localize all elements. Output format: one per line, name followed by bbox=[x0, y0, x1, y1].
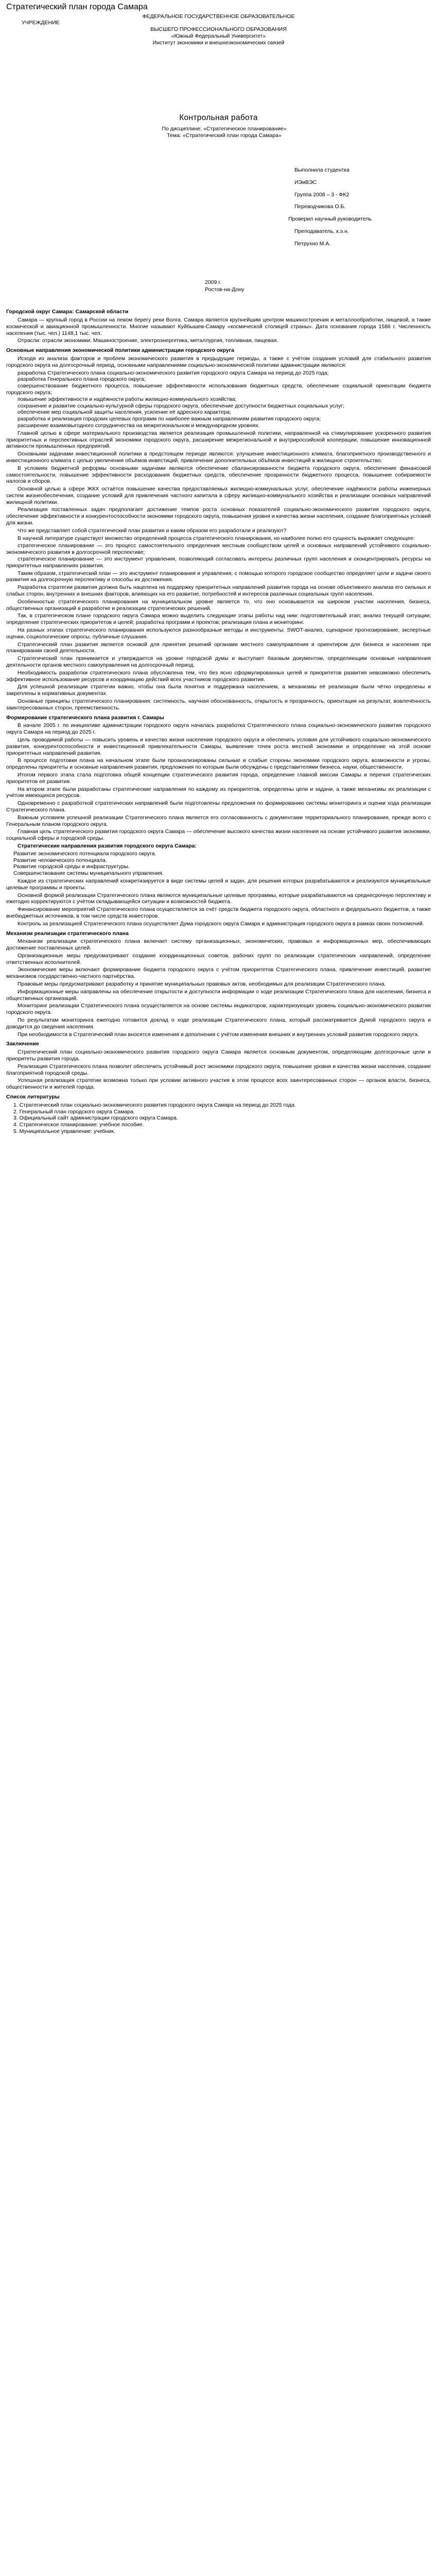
section-title-6: Список литературы bbox=[6, 1094, 60, 1100]
list-item: 4. Стратегическое планирование: учебное пособие. bbox=[13, 1122, 144, 1128]
paragraph: В начале 2005 г. по инициативе администрации городского округа началась разработка Стратегического плана социально-экономического развития городского округа Самара на период до 2025 г. bbox=[6, 722, 431, 736]
discipline-line: По дисциплине: «Стратегическое планирование» bbox=[162, 126, 287, 132]
section-title-4: Механизм реализации стратегического плана bbox=[6, 930, 129, 937]
city-line: Ростов-на-Дону bbox=[205, 286, 245, 293]
paragraph: Правовые меры предусматривают разработку и принятие муниципальных правовых актов, необходимых для реализации Стратегического плана. bbox=[18, 981, 386, 988]
org-line-2: УЧРЕЖДЕНИЕ bbox=[22, 20, 60, 26]
org-line-5: Институт экономики и внешнеэкономических связей bbox=[152, 39, 285, 46]
list-item: 2. Генеральный план городского округа Самара. bbox=[13, 1108, 135, 1115]
paragraph: Разработка стратегии развития должна быть нацелена на поддержку приоритетных направлений развития города на основе объективного анализа его сильных и слабых сторон, внутренних и внешних факторов, влияющих на его развитие, потребностей и интересов различных социальных групп населения. bbox=[6, 584, 431, 598]
list-item: разработка Стратегического плана социально-экономического развития городского округа Самара на период до 2025 года; bbox=[18, 369, 329, 376]
list-item: 1. Стратегический план социально-экономического развития городского округа Самара на период до 2025 года. bbox=[13, 1101, 296, 1108]
policy-list bbox=[6, 370, 431, 429]
author-line-2: ИЭиВЭС bbox=[294, 179, 317, 185]
paragraph: Для успешной реализации стратегии важно, чтобы она была понятна и поддержана населением, а механизмы её реализации были чётко определены и закреплены в нормативных документах. bbox=[6, 684, 431, 697]
paragraph: Организационные меры предусматривают создание координационных советов, рабочих групп по реализации стратегических направлений, определение ответственных исполнителей. bbox=[6, 952, 431, 965]
paragraph: В научной литературе существует множество определений процесса стратегического планирования, но наиболее полно его сущность выражает следующее: bbox=[18, 535, 415, 541]
org-line-3: ВЫСШЕГО ПРОФЕССИОНАЛЬНОГО ОБРАЗОВАНИЯ bbox=[150, 26, 287, 33]
paragraph: Экономические меры включают формирование бюджета городского округа с учётом приоритетов Стратегического плана, привлечение инвестиций, развитие механизмов государственно-частного партнёрства. bbox=[6, 967, 431, 980]
paragraph: Так, в стратегическом плане городского округа Самара можно выделить следующие этапы работы над ним: подготовительный этап; анализ текущей ситуации; определение стратегических приоритетов и целей; разработка программ и проектов; реализация плана и мониторинг. bbox=[6, 613, 431, 626]
section-title-2: Основные направления экономической политики администрации городского округа bbox=[6, 347, 234, 354]
list-item: Развитие человеческого потенциала. bbox=[13, 857, 107, 863]
paragraph: Итогом первого этапа стала подготовка общей концепции стратегического развития города, определение главной миссии Самары и перечня стратегических приоритетов её развития. bbox=[6, 771, 431, 785]
paragraph: Отрасли: отрасли экономики: Машиностроение, электроэнергетика, металлургия, топливная, пищевая. bbox=[18, 337, 278, 344]
paragraph: Стратегический план социально-экономического развития городского округа Самара является основным документом, определяющим долгосрочные цели и приоритеты развития города. bbox=[6, 1049, 431, 1062]
author-line-5: Проверил научный руководитель bbox=[288, 216, 372, 223]
author-line-1: Выполнила студентка bbox=[294, 167, 350, 173]
paragraph: Особенностью стратегического планирования на муниципальном уровне является то, что оно основывается на широком участии населения, бизнеса, общественных организаций в разработке и реализации стратегических решений. bbox=[6, 598, 431, 612]
list-item: повышение эффективности и надёжности работы жилищно-коммунального хозяйства; bbox=[18, 396, 237, 402]
author-line-3: Группа 2008 – 3 - ФК2 bbox=[294, 191, 350, 198]
author-line-6: Преподаватель, к.э.н. bbox=[294, 228, 349, 234]
org-line-4: «Южный Федеральный Университет» bbox=[171, 32, 266, 39]
paragraph: Успешная реализация стратегии возможна только при условии активного участия в этом процессе всех заинтересованных сторон — органов власти, бизнеса, общественности и жителей города. bbox=[6, 1077, 431, 1091]
list-item: обеспечение мер социальной защиты населения, усиление её адресного характера; bbox=[18, 409, 232, 416]
paragraph: Информационные меры направлены на обеспечение открытости и доступности информации о ходе реализации Стратегического плана для населения, бизнеса и общественных организаций. bbox=[6, 988, 431, 1002]
paragraph: Финансирование мероприятий Стратегического плана осуществляется за счёт средств бюджета городского округа, областного и федерального бюджетов, а также внебюджетных источников, в том числе средств инвесторов. bbox=[6, 906, 431, 919]
list-item: Совершенствование системы муниципального управления. bbox=[13, 870, 164, 877]
paragraph: На втором этапе были разработаны стратегические направления по каждому из приоритетов, определены цели и задачи, а также механизмы их реализации с учётом имеющихся ресурсов. bbox=[6, 786, 431, 799]
paragraph: По результатам мониторинга ежегодно готовится доклад о ходе реализации Стратегического плана, который рассматривается Думой городского округа и доводится до сведения населения. bbox=[6, 1017, 431, 1030]
paragraph: Самара — крупный город в России на левом берегу реки Волга. Самара является крупнейшим центром машиностроения и металлообработки, пищевой, а также космической и авиационной промышленности. Многие называют Куйбышев-Самару «космической столицей страны». Дата основания города 1586 г. Численность населения (тыс. чел.) 1148,1 тыс. чел. bbox=[6, 316, 431, 336]
list-item: Развитие экономического потенциала городского округа. bbox=[13, 850, 156, 857]
paragraph: Исходя из анализа факторов и проблем экономического развития в предыдущие периоды, а также с учётом создания условий для стабильного развития городского округа на долгосрочный период, основными направлениями социально-экономической политики администрации являются: bbox=[6, 355, 431, 368]
section-title-5: Заключение bbox=[6, 1041, 39, 1047]
list-item: стратегическое планирование — это процесс самостоятельного определения местным сообществом целей и основных направлений устойчивого социально-экономического развития в долгосрочной перспективе; bbox=[6, 543, 431, 556]
org-block bbox=[6, 13, 431, 46]
paragraph: Основными задачами инвестиционной политики в предстоящем периоде являются: улучшение инвестиционного климата, благоприятного производственного и инвестиционного климата с целью увеличения объёмов инвестиций, привлечение дополнительных объёмов инвестиций в жилищное строительство. bbox=[6, 451, 431, 464]
list-item: разработка и реализация городских целевых программ по наиболее важным направлениям развития городского округа; bbox=[18, 416, 321, 422]
paragraph: Таким образом, стратегический план — это инструмент планирования и управления, с помощью которого городское сообщество определяет цели и задачи своего развития на долгосрочную перспективу и способы их достижения. bbox=[6, 570, 431, 583]
org-line-1: ФЕДЕРАЛЬНОЕ ГОСУДАРСТВЕННОЕ ОБРАЗОВАТЕЛЬНОЕ bbox=[142, 13, 295, 20]
paragraph: Механизм реализации стратегического плана включает систему организационных, экономических, правовых и информационных мер, обеспечивающих достижение поставленных целей. bbox=[6, 938, 431, 952]
list-item: стратегическое планирование — это инструмент управления, позволяющий согласовать интересы различных групп населения и сконцентрировать ресурсы на приоритетных направлениях развития. bbox=[6, 556, 431, 569]
bibliography-list bbox=[6, 1102, 431, 1135]
paragraph: Основные принципы стратегического планирования: системность, научная обоснованность, открытость и прозрачность, ориентация на результат, вовлечённость заинтересованных сторон, преемственность. bbox=[6, 698, 431, 711]
author-block bbox=[6, 167, 431, 247]
paragraph: Главной целью в сфере материального производства является реализация промышленной политики, направленной на стимулирование ускоренного развития приоритетных и перспективных отраслей экономики городского округа, расширение межрегиональной и внутрироссийской кооперации, повышение инновационной активности промышленных предприятий. bbox=[6, 430, 431, 450]
definition-list bbox=[6, 543, 431, 569]
author-line-7: Петрухно М.А. bbox=[294, 240, 331, 247]
paragraph: Контроль за реализацией Стратегического плана осуществляет Дума городского округа Самара и администрация городского округа в рамках своих полномочий. bbox=[18, 920, 424, 927]
author-line-4: Переводчикова О.Б. bbox=[294, 204, 346, 210]
work-title: Контрольная работа bbox=[179, 113, 258, 122]
paragraph: Основной целью в сфере ЖКХ остаётся повышение качества предоставляемых жилищно-коммунальных услуг, обеспечение надёжности работы инженерных систем жизнеобеспечения, создание условий для привлечения частного капитала в сферу жилищно-коммунального хозяйства и реализации основных направлений жилищной политики. bbox=[6, 486, 431, 505]
list-item: расширение взаимовыгодного сотрудничества на межрегиональном и международном уровнях. bbox=[18, 422, 260, 429]
section-title-3: Формирование стратегического плана развития г. Самары bbox=[6, 714, 164, 721]
paragraph: Реализация Стратегического плана позволит обеспечить устойчивый рост экономики городского округа, повышение уровня и качества жизни населения, создание благоприятной городской среды. bbox=[6, 1063, 431, 1076]
list-item: разработка Генерального плана городского округа; bbox=[18, 376, 146, 383]
paragraph: Что же представляет собой стратегический план развития и каким образом его разработали и реализуют? bbox=[18, 527, 287, 534]
paragraph: Цель проводимой работы — повысить уровень и качество жизни населения городского округа и обеспечить условия для устойчивого социально-экономического развития, конкурентоспособности и инвестиционной привлекательности Самары, выявление точек роста местной экономики и определение на этой основе приоритетных направлений развития. bbox=[6, 736, 431, 756]
paragraph: Необходимость разработки стратегического плана обусловлена тем, что без ясно сформулированных целей и приоритетов развития невозможно обеспечить эффективное использование ресурсов и координацию действий всех участников городского развития. bbox=[6, 669, 431, 683]
paragraph: Каждое из стратегических направлений конкретизируется в виде системы целей и задач, для решения которых разрабатываются и реализуются муниципальные целевые программы и проекты. bbox=[6, 877, 431, 891]
paragraph: В процессе подготовки плана на начальном этапе были проанализированы сильные и слабые стороны экономики городского округа, возможности и угрозы, определены приоритеты и основные направления развития, предложения по которым были обсуждены с представителями бизнеса, науки, общественности. bbox=[6, 757, 431, 771]
topic-line: Тема: «Стратегический план города Самара» bbox=[167, 132, 282, 139]
list-item: 5. Муниципальное управление: учебник. bbox=[13, 1128, 115, 1135]
paragraph: Стратегический план принимается и утверждается на уровне городской думы и выступает базовым документом, определяющим основные направления деятельности органов местного самоуправления на долгосрочный период. bbox=[6, 655, 431, 669]
paragraph: Стратегический план развития является основой для принятия решений органами местного самоуправления и ориентиром для бизнеса и населения при планировании своей деятельности. bbox=[6, 641, 431, 654]
paragraph: В условиях бюджетной реформы основными задачами являются обеспечение сбалансированности бюджета городского округа, обеспечение финансовой самостоятельности, повышение эффективности расходования бюджетных средств, обеспечение прозрачности бюджетного процесса, повышение собираемости налогов и сборов. bbox=[6, 465, 431, 485]
section-title-1: Городской округ Самара: Самарской области bbox=[6, 309, 129, 315]
list-item: 3. Официальный сайт администрации городского округа Самара. bbox=[13, 1115, 178, 1122]
doc-title: Стратегический план города Самара bbox=[6, 3, 148, 11]
paragraph: Основной формой реализации Стратегического плана являются муниципальные целевые программы, которые разрабатываются на среднесрочную перспективу и ежегодно корректируются с учётом складывающейся ситуации и возможностей бюджета. bbox=[6, 892, 431, 905]
paragraph: Мониторинг реализации Стратегического плана осуществляется на основе системы индикаторов, характеризующих уровень социально-экономического развития городского округа. bbox=[6, 1003, 431, 1016]
list-item: сохранение и развитие социально-культурной сферы городского округа, обеспечение доступности бюджетных социальных услуг; bbox=[18, 402, 344, 409]
subheading: Стратегические направления развития городского округа Самара: bbox=[18, 842, 197, 849]
paragraph: Одновременно с разработкой стратегических направлений были подготовлены предложения по формированию системы мониторинга и оценки хода реализации Стратегического плана. bbox=[6, 800, 431, 813]
paragraph: На разных этапах стратегического планирования используются разнообразные методы и инструменты: SWOT-анализ, сценарное прогнозирование, экспертные оценки, социологические опросы, публичные слушания. bbox=[6, 627, 431, 640]
paragraph: Главная цель стратегического развития городского округа Самара — обеспечение высокого качества жизни населения на основе устойчивого развития экономики, социальной сферы и городской среды. bbox=[6, 828, 431, 842]
list-item: Развитие городской среды и инфраструктуры. bbox=[13, 863, 130, 870]
year-line: 2009 г. bbox=[205, 279, 221, 285]
paragraph: Важным условием успешной реализации Стратегического плана является его согласованность с документами территориального планирования, прежде всего с Генеральным планом городского округа. bbox=[6, 814, 431, 827]
direction-list bbox=[6, 851, 431, 877]
paragraph: Реализация поставленных задач предполагает достижение темпов роста основных показателей социально-экономического развития городского округа, обеспечение эффективности и конкурентоспособности экономики городского округа, повышения уровня и качества жизни населения, создание благоприятных условий для жизни. bbox=[6, 506, 431, 527]
list-item: совершенствование бюджетного процесса, повышение эффективности использования бюджетных средств, обеспечение социальной ориентации бюджета городского округа; bbox=[6, 383, 431, 396]
paragraph: При необходимости в Стратегический план вносятся изменения и дополнения с учётом изменения внешних и внутренних условий развития городского округа. bbox=[18, 1031, 419, 1038]
